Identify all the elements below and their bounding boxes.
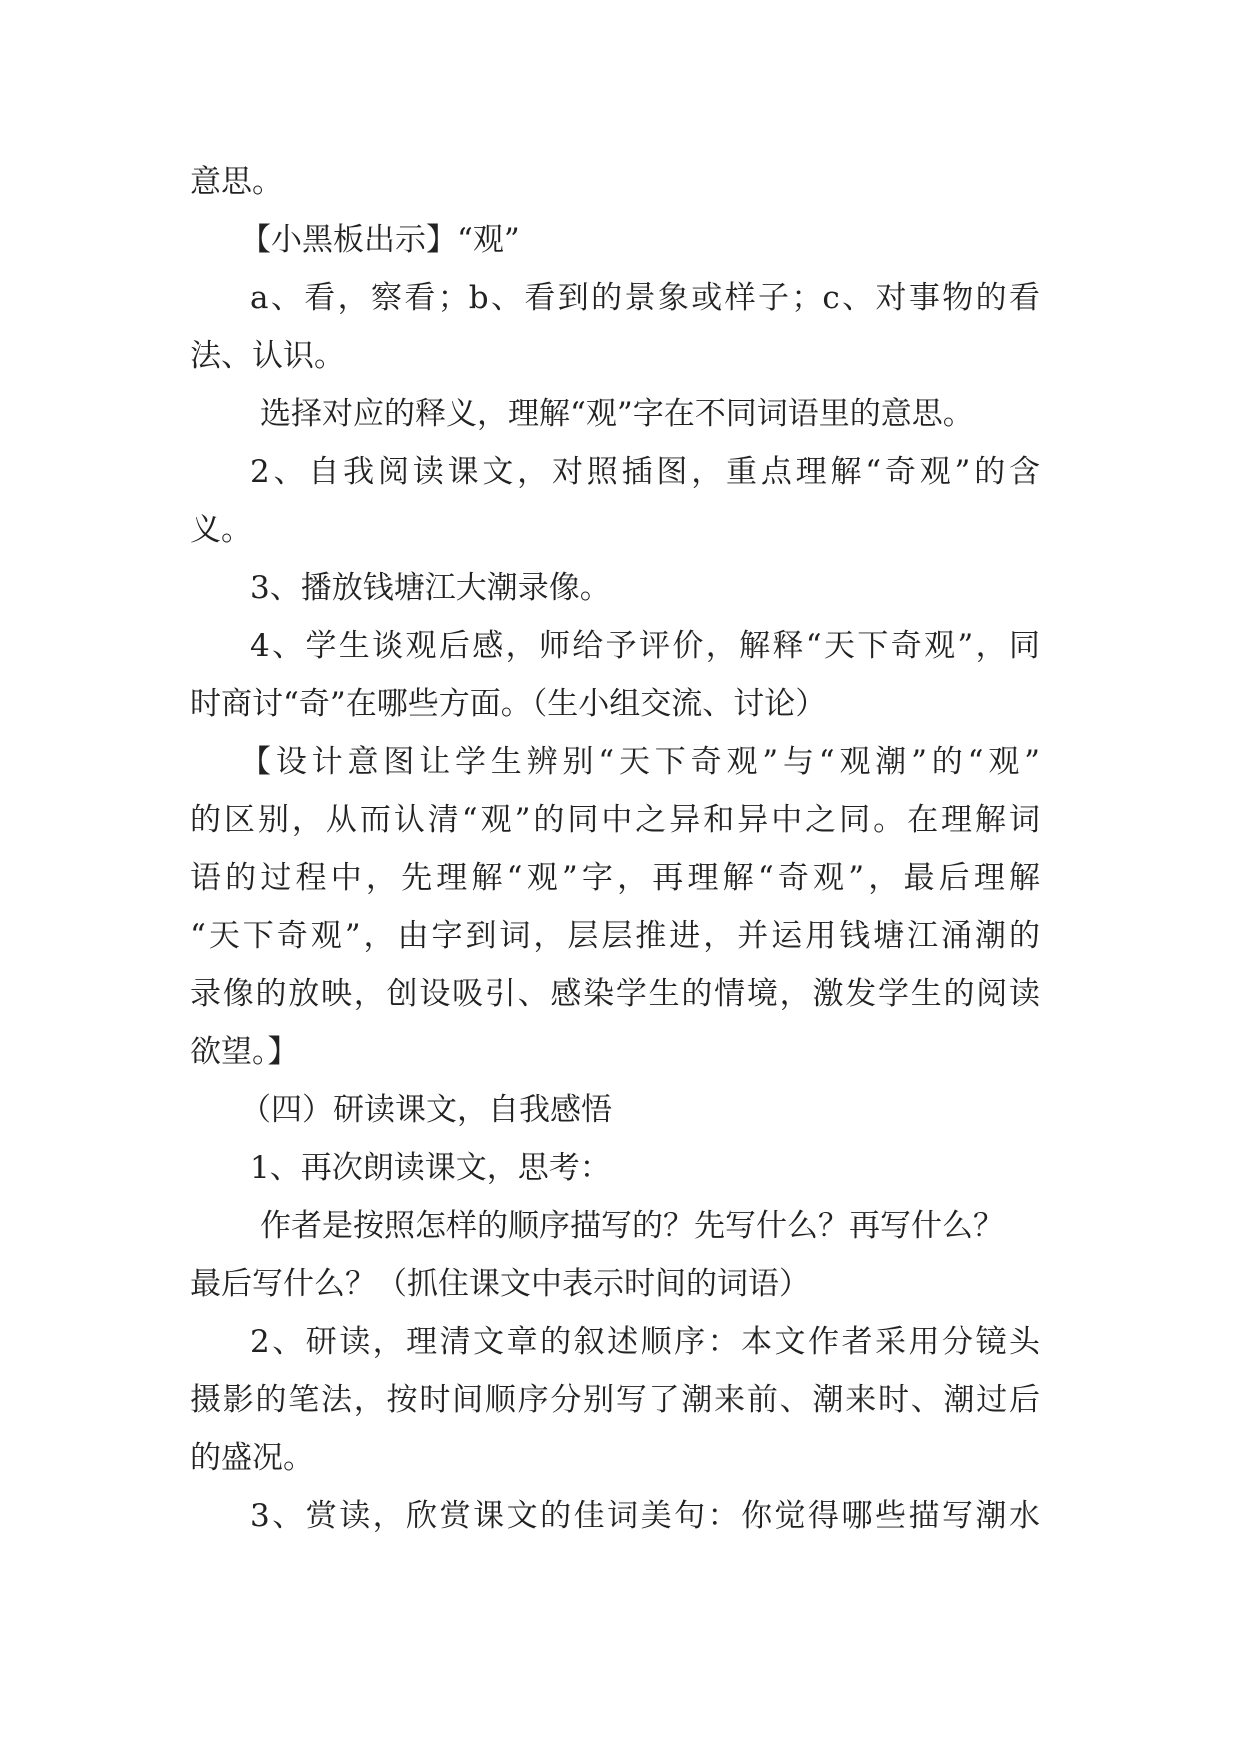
text-line-23: 的盛况。	[190, 1440, 314, 1476]
text-line-10: 时商讨“奇”在哪些方面。（生小组交流、讨论）	[190, 686, 827, 722]
text-line-16: 欲望。】	[190, 1034, 299, 1070]
text-line-13: 语的过程中，先理解“观”字，再理解“奇观”，最后理解	[190, 860, 1040, 896]
text-line-19: 作者是按照怎样的顺序描写的？先写什么？再写什么？	[260, 1208, 1004, 1244]
text-line-18: 1、再次朗读课文，思考：	[250, 1150, 611, 1186]
text-line-15: 录像的放映，创设吸引、感染学生的情境，激发学生的阅读	[190, 976, 1040, 1012]
text-line-2: 【小黑板出示】“观”	[240, 222, 520, 258]
text-line-8: 3、播放钱塘江大潮录像。	[250, 570, 611, 606]
text-line-22: 摄影的笔法，按时间顺序分别写了潮来前、潮来时、潮过后	[190, 1382, 1040, 1418]
text-line-3: a、看，察看；b、看到的景象或样子；c、对事物的看	[250, 280, 1040, 316]
text-line-5: 选择对应的释义，理解“观”字在不同词语里的意思。	[260, 396, 974, 432]
text-line-12: 的区别，从而认清“观”的同中之异和异中之同。在理解词	[190, 802, 1040, 838]
text-line-20: 最后写什么？（抓住课文中表示时间的词语）	[190, 1266, 810, 1302]
text-line-1: 意思。	[190, 164, 283, 200]
text-line-9: 4、学生谈观后感，师给予评价，解释“天下奇观”，同	[250, 628, 1040, 664]
text-line-14: “天下奇观”，由字到词，层层推进，并运用钱塘江涌潮的	[190, 918, 1040, 954]
text-line-24: 3、赏读，欣赏课文的佳词美句：你觉得哪些描写潮水	[250, 1498, 1040, 1534]
text-line-17: （四）研读课文，自我感悟	[240, 1092, 612, 1128]
text-line-4: 法、认识。	[190, 338, 345, 374]
text-line-11: 【设计意图让学生辨别“天下奇观”与“观潮”的“观”	[240, 744, 1040, 780]
text-line-7: 义。	[190, 512, 252, 548]
text-line-6: 2、自我阅读课文，对照插图，重点理解“奇观”的含	[250, 454, 1040, 490]
text-line-21: 2、研读，理清文章的叙述顺序：本文作者采用分镜头	[250, 1324, 1040, 1360]
